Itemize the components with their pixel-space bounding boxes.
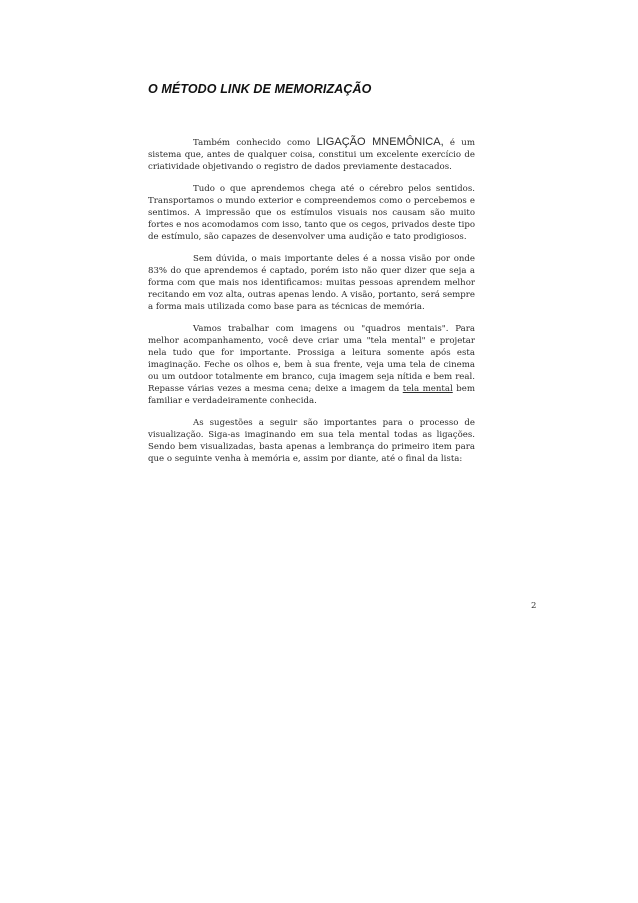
paragraph-1-rest: é um sistema que, antes de qualquer coisa, constitui um excelente exercício de criatividade objetivando o registro de dados previamente destacados. <box>148 138 475 172</box>
paragraph-4 <box>148 323 475 407</box>
paragraph-1-intro: Também conhecido como <box>193 138 317 148</box>
paragraph-4-end: bem familiar e verdadeiramente conhecida. <box>148 384 475 406</box>
document-body <box>148 136 475 475</box>
page-number: 2 <box>531 601 537 611</box>
paragraph-4-main: Vamos trabalhar com imagens ou "quadros mentais". Para melhor acompanhamento, você deve criar uma "tela mental" e projetar nela tudo que for importante. Prossiga a leitura somente após esta imaginação. Feche os olhos e, bem à sua frente, veja uma tela de cinema ou um outdoor totalmente em branco, cuja imagem seja nítida e bem real. Repasse várias vezes a mesma cena; deixe a imagem da <box>148 324 475 394</box>
document-title: O MÉTODO LINK DE MEMORIZAÇÃO <box>148 82 372 96</box>
mnemonic-link-term: LIGAÇÃO MNEMÔNICA, <box>316 136 444 148</box>
paragraph-1 <box>148 136 475 173</box>
paragraph-3: Sem dúvida, o mais importante deles é a nossa visão por onde 83% do que aprendemos é captado, porém isto não quer dizer que seja a forma com que mais nos identificamos: muitas pessoas aprendem melhor recitando em voz alta, outras apenas lendo. A visão, portanto, será sempre a forma mais utilizada como base para as técnicas de memória. <box>148 254 475 312</box>
mental-screen-term: tela mental <box>402 384 453 394</box>
paragraph-5: As sugestões a seguir são importantes para o processo de visualização. Siga-as imaginando em sua tela mental todas as ligações. Sendo bem visualizadas, basta apenas a lembrança do primeiro item para que o seguinte venha à memória e, assim por diante, até o final da lista: <box>148 418 475 464</box>
paragraph-2: Tudo o que aprendemos chega até o cérebro pelos sentidos. Transportamos o mundo exterior e compreendemos como o percebemos e sentimos. A impressão que os estímulos visuais nos causam são muito fortes e nos acomodamos com isso, tanto que os cegos, privados deste tipo de estímulo, são capazes de desenvolver uma audição e tato prodigiosos. <box>148 184 475 242</box>
